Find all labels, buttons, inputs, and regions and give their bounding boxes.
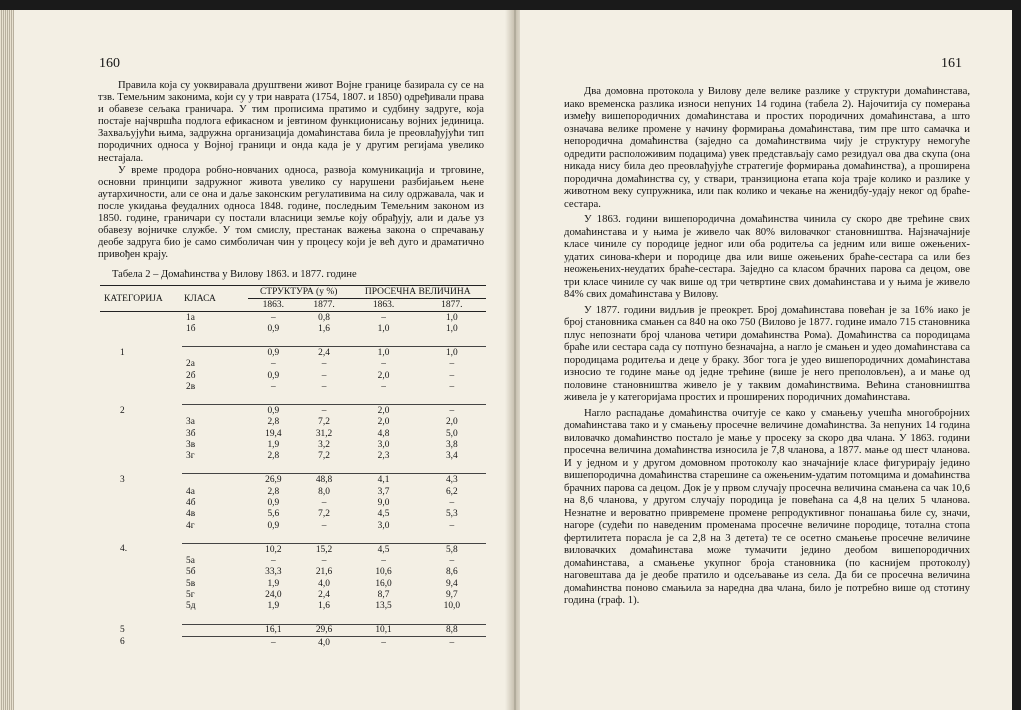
table-cell: – bbox=[381, 555, 386, 566]
table-cell: 2,0 bbox=[377, 417, 390, 428]
table-cell bbox=[299, 612, 350, 624]
table-cell bbox=[349, 462, 417, 474]
table-row bbox=[100, 312, 486, 324]
table-cell: 5г bbox=[186, 590, 195, 601]
table-cell: – bbox=[449, 382, 455, 393]
table-cell: 4,8 bbox=[377, 428, 390, 439]
table-row bbox=[100, 509, 486, 520]
table-row bbox=[100, 428, 486, 439]
table-cell: 4,5 bbox=[349, 543, 417, 555]
table-cell: 6,2 bbox=[445, 486, 458, 497]
table-cell: 3в bbox=[186, 439, 196, 450]
table-row bbox=[100, 323, 486, 334]
table-cell: 16,0 bbox=[375, 578, 392, 589]
table-cell: – bbox=[321, 359, 327, 370]
table-row bbox=[100, 381, 486, 392]
table-cell: 33,3 bbox=[265, 567, 282, 578]
table-cell: 3 bbox=[120, 474, 125, 485]
table-cell bbox=[100, 497, 182, 508]
table-row bbox=[100, 636, 486, 648]
table-cell bbox=[182, 531, 248, 543]
table-row bbox=[100, 531, 486, 543]
table-cell: 31,2 bbox=[315, 428, 333, 439]
table-cell: 3,0 bbox=[377, 439, 390, 450]
table-cell bbox=[100, 462, 182, 474]
table-cell: 1а bbox=[186, 312, 195, 323]
table-cell: 9,4 bbox=[445, 578, 458, 589]
table-cell: – bbox=[321, 370, 327, 381]
page-number-left: 160 bbox=[99, 56, 120, 71]
table-cell: 5,0 bbox=[445, 428, 458, 439]
table-cell: 5,8 bbox=[418, 543, 486, 555]
header-year: 1877. bbox=[441, 300, 463, 310]
table-cell: 6 bbox=[120, 637, 125, 648]
table-cell: 1,0 bbox=[418, 347, 486, 359]
table-cell bbox=[182, 405, 248, 417]
table-cell: – bbox=[449, 520, 455, 531]
table-row bbox=[100, 462, 486, 474]
header-class: КЛАСА bbox=[184, 293, 216, 304]
table-cell: 48,8 bbox=[299, 474, 350, 486]
table-cell: – bbox=[271, 312, 276, 323]
table-cell bbox=[100, 370, 182, 381]
paragraph: У 1863. години вишепородична домаћинства чинила су скоро две трећине свих домаћинстава и у њима је живело чак 80% виловачког становништва. Најзначајније класе чиниле су породице једног или оба родитеља са једним или више ожењених-удатих синова-кћери и породице два или више ожењених браће-сестара са или без неожењених-неудатих браће-сестара. Заједно са класом брачних парова са децом, ове три класе чиниле су чак више од три четвртине свих домаћинстава и у њима је живело 84% свих домаћинстава у Вилову. bbox=[564, 213, 970, 300]
table-row bbox=[100, 486, 486, 497]
table-cell bbox=[100, 439, 182, 450]
table-cell bbox=[100, 555, 182, 566]
table-cell bbox=[100, 323, 182, 334]
table-cell bbox=[418, 612, 486, 624]
table-cell: 16,1 bbox=[248, 624, 299, 636]
table-cell bbox=[299, 393, 350, 405]
header-avg-size: ПРОСЕЧНА ВЕЛИЧИНА bbox=[349, 286, 486, 299]
table-cell bbox=[248, 393, 299, 405]
table-cell: 3,8 bbox=[445, 439, 458, 450]
paragraph: У 1877. години видљив је преокрет. Број домаћинстава повећан је за 16% иако је број становника смањен са 840 на око 750 (Вилово је 1877. године имало 715 становника плус непознати број чланова четири домаћинства Рома). Домаћинства са породицама браће или сестара сада су потпуно безначајна, а нагло је смањен и удео домаћинстава са породицама родитеља и деце у браку. Због тога је удео вишепородичних домаћинстава износио те године мање од једне трећине (више је него преполовљен), а и мање од половине становништва живело је у таквим домаћинствима. Већина становништва живела је у категоријама простих и проширених породичних домаћинстава. bbox=[564, 303, 970, 403]
table-row bbox=[100, 543, 486, 555]
header-structure: СТРУКТУРА (у %) bbox=[248, 286, 349, 299]
right-page bbox=[520, 10, 1012, 710]
table-cell: – bbox=[271, 555, 276, 566]
table-row bbox=[100, 555, 486, 566]
table-cell bbox=[349, 393, 417, 405]
table-cell: 0,9 bbox=[248, 347, 299, 359]
table-cell bbox=[248, 531, 299, 543]
page-edges bbox=[0, 10, 14, 710]
table-cell: 2в bbox=[186, 382, 196, 393]
table-cell: 10,1 bbox=[349, 624, 417, 636]
table-cell bbox=[418, 393, 486, 405]
left-body-text bbox=[98, 80, 484, 261]
table-cell bbox=[100, 335, 182, 347]
table-cell: – bbox=[418, 405, 486, 417]
table-row bbox=[100, 405, 486, 417]
table-cell: – bbox=[321, 382, 327, 393]
table-cell: 5в bbox=[186, 578, 196, 589]
table-cell: 3,7 bbox=[377, 486, 390, 497]
table-cell bbox=[299, 531, 350, 543]
table-cell bbox=[248, 335, 299, 347]
table-cell bbox=[100, 393, 182, 405]
table-cell: 2,0 bbox=[349, 405, 417, 417]
header-year: 1863. bbox=[372, 300, 395, 310]
table-cell bbox=[100, 601, 182, 612]
table-cell: – bbox=[271, 359, 276, 370]
table-cell: 3а bbox=[186, 417, 195, 428]
table-cell bbox=[349, 531, 417, 543]
table-cell: 8,0 bbox=[318, 486, 330, 497]
table-cell bbox=[349, 335, 417, 347]
table-cell: 4а bbox=[186, 486, 195, 497]
table-cell: 1,9 bbox=[267, 578, 280, 589]
table-cell bbox=[100, 417, 182, 428]
table-row bbox=[100, 370, 486, 381]
table-cell: – bbox=[449, 370, 455, 381]
table-cell: – bbox=[381, 312, 386, 323]
table-cell bbox=[100, 312, 182, 324]
table-cell: 10,2 bbox=[248, 543, 299, 555]
table-cell: – bbox=[299, 405, 350, 417]
table-cell: 10,6 bbox=[375, 567, 392, 578]
table-cell: 10,0 bbox=[443, 601, 461, 612]
table-cell: 0,9 bbox=[267, 370, 280, 381]
households-table bbox=[100, 285, 486, 648]
table-cell: 4,3 bbox=[418, 474, 486, 486]
table-cell: 5,6 bbox=[267, 509, 280, 520]
table-cell: 5,3 bbox=[445, 509, 458, 520]
table-cell bbox=[100, 428, 182, 439]
table-cell bbox=[100, 359, 182, 370]
table-cell: 7,2 bbox=[318, 417, 330, 428]
table-cell: 29,6 bbox=[299, 624, 350, 636]
table-cell: 4. bbox=[120, 544, 128, 555]
table-caption: Табела 2 – Домаћинства у Вилову 1863. и 1877. године bbox=[112, 269, 357, 280]
table-row bbox=[100, 335, 486, 347]
table-cell: 9,7 bbox=[445, 590, 458, 601]
table-row bbox=[100, 567, 486, 578]
table-cell bbox=[182, 347, 248, 359]
table-body bbox=[100, 312, 486, 649]
table-cell: 21,6 bbox=[315, 567, 333, 578]
table-cell: 3б bbox=[186, 428, 196, 439]
table-cell: 4г bbox=[186, 520, 195, 531]
table-cell: – bbox=[381, 382, 386, 393]
table-cell: 1,9 bbox=[267, 601, 280, 612]
table-cell: 4в bbox=[186, 509, 196, 520]
paragraph: Правила која су уоквиравала друштвени живот Војне границе базирала су се на тзв. Темељним законима, који су у три наврата (1754, 1807. и 1850) одређивали права и обавезе сељака граничара. У тим прописима пратимо и судбину задруге, која постаје најчвршћа подлога ефикасном и јевтином функционисању војних јединица. Захваљујући њима, задружна организација домаћинстава била је преовлађујући тип породичних односа у Војној граници и онда када је у другим регијама увелико нестајала. bbox=[98, 80, 484, 164]
table-cell: 4,0 bbox=[318, 578, 330, 589]
table-row bbox=[100, 601, 486, 612]
header-year: 1863. bbox=[262, 300, 285, 310]
table-cell: 2,8 bbox=[267, 417, 280, 428]
table-row bbox=[100, 417, 486, 428]
right-body-text bbox=[564, 85, 970, 607]
table-cell: – bbox=[271, 382, 276, 393]
table-cell: 7,2 bbox=[318, 509, 330, 520]
table-cell: – bbox=[321, 520, 327, 531]
table-cell: 4,5 bbox=[377, 509, 390, 520]
table-cell: – bbox=[449, 555, 455, 566]
table-cell: 24,0 bbox=[265, 590, 282, 601]
table-cell: 3,2 bbox=[318, 439, 330, 450]
table-cell: 1,0 bbox=[445, 324, 458, 335]
table-cell: 0,9 bbox=[248, 405, 299, 417]
table-cell bbox=[418, 531, 486, 543]
table-cell: 8,8 bbox=[418, 624, 486, 636]
table-cell: 5д bbox=[186, 601, 196, 612]
table-cell: 2,3 bbox=[377, 451, 390, 462]
table-row bbox=[100, 578, 486, 589]
table-cell: 2б bbox=[186, 370, 196, 381]
table-cell: – bbox=[418, 636, 486, 648]
table-cell: 1,6 bbox=[318, 324, 330, 335]
table-cell: 2а bbox=[186, 359, 195, 370]
table-cell: 5б bbox=[186, 567, 196, 578]
table-row bbox=[100, 347, 486, 359]
table-cell: – bbox=[449, 497, 455, 508]
table-cell: 8,6 bbox=[445, 567, 458, 578]
table-cell: 3г bbox=[186, 451, 195, 462]
table-cell bbox=[418, 335, 486, 347]
table-cell bbox=[100, 486, 182, 497]
table-cell bbox=[182, 393, 248, 405]
table-cell bbox=[182, 543, 248, 555]
table-row bbox=[100, 624, 486, 636]
table-row bbox=[100, 451, 486, 462]
table-cell: 0,9 bbox=[267, 497, 280, 508]
table-cell bbox=[100, 509, 182, 520]
table-cell bbox=[182, 612, 248, 624]
paragraph: Нагло распадање домаћинства очитује се како у смањењу учешћа многобројних домаћинстава тако и у смањењу просечне величине домаћинства. За непуних 14 година виловачко домаћинство постало је мање у просеку за скоро два члана. У 1863. години просечна величина домаћинства износила је 7,8 чланова, а 1877. мање од шест чланова. И у једном и у другом домовном протоколу као значајније класе фигурирају једино вишепородична домаћинства старешине са ожењеним-удатим потомцима и домаћинства брачних парова са децом. Док је у првом случају просечна величина смањена са чак 10,6 на 8,6 чланова, у другом случају породица је повећана са 4,8 на целих 5 чланова. Незнатне и вероватно привремене промене репродуктивног понашања биле су, значи, нагоре (судећи по наведеним променама просечне величине породице, тотална стопа фертилитета порасла је са 2,8 на 3 детета) те се осетно смањење просечне величине виловачких домаћинстава може тумачити једино деобом вишепородичних домаћинстава, а смањење укупног броја становника (по каснијем протоколу) наговештава да је деобе пратило и одсељавање из села. Да би се просечна величина домаћинства поново смањила за наредна два члана, било је потребно више од стотину година (граф. 1). bbox=[564, 406, 970, 606]
header-year: 1877. bbox=[313, 300, 335, 310]
table-cell: 2,4 bbox=[299, 347, 350, 359]
header-category: КАТЕГОРИЈА bbox=[104, 293, 163, 304]
table-cell: 0,9 bbox=[267, 520, 280, 531]
table-row bbox=[100, 474, 486, 486]
paragraph: У време продора робно-новчаних односа, развоја комуникација и трговине, основни принципи задружног живота увелико су нарушени разбијањем њене аутархичности, али се она и даље законским регулативима на силу одржавала, чак и после укидања феудалних односа 1848. године, последњим Темељним законом из 1850. године, граничари су постали власници земље коју обрађују, али и даље уз обавезу војничке службе. У том смислу, престанак важења закона о спречавању деобе задруга био је само симболичан чин у процесу који је већ дуго и драматично привођен крају. bbox=[98, 164, 484, 261]
table-cell bbox=[100, 381, 182, 392]
table-cell: – bbox=[248, 636, 299, 648]
table-cell: – bbox=[349, 636, 417, 648]
table-cell: 2,8 bbox=[267, 486, 280, 497]
left-page bbox=[14, 10, 510, 710]
table-cell: 8,7 bbox=[377, 590, 390, 601]
table-cell: 4,1 bbox=[349, 474, 417, 486]
table-cell bbox=[418, 462, 486, 474]
table-row bbox=[100, 497, 486, 508]
table-cell: 0,8 bbox=[318, 312, 330, 323]
table-cell bbox=[100, 567, 182, 578]
table-cell bbox=[100, 531, 182, 543]
table-row bbox=[100, 612, 486, 624]
table-cell: 13,5 bbox=[375, 601, 392, 612]
table-cell: 2,0 bbox=[377, 370, 390, 381]
table-cell: 4б bbox=[186, 497, 196, 508]
table-row bbox=[100, 359, 486, 370]
table-cell bbox=[100, 451, 182, 462]
table-row bbox=[100, 393, 486, 405]
table-cell: 2,8 bbox=[267, 451, 280, 462]
table-cell: – bbox=[321, 555, 327, 566]
table-cell bbox=[182, 636, 248, 648]
table-cell: 2,4 bbox=[318, 590, 330, 601]
table-cell: 1б bbox=[186, 324, 196, 335]
table-cell: 9,0 bbox=[377, 497, 390, 508]
table-cell: – bbox=[321, 497, 327, 508]
table-cell bbox=[299, 335, 350, 347]
table-cell: 5а bbox=[186, 555, 195, 566]
table-cell: 1,0 bbox=[377, 324, 390, 335]
table-cell bbox=[349, 612, 417, 624]
table-cell: 1,9 bbox=[267, 439, 280, 450]
table-row bbox=[100, 439, 486, 450]
table-cell bbox=[182, 624, 248, 636]
table-cell: 1,0 bbox=[445, 312, 458, 323]
table-cell: 1,6 bbox=[318, 601, 330, 612]
table-row bbox=[100, 520, 486, 531]
table-cell: 7,2 bbox=[318, 451, 330, 462]
table-cell: 5 bbox=[120, 625, 125, 636]
table-cell: – bbox=[449, 359, 455, 370]
table-cell bbox=[100, 589, 182, 600]
table-cell: 3,0 bbox=[377, 520, 390, 531]
table-cell bbox=[100, 578, 182, 589]
table-cell: 2 bbox=[120, 405, 125, 416]
table-cell bbox=[248, 612, 299, 624]
table-cell: 19,4 bbox=[265, 428, 282, 439]
table-cell: 0,9 bbox=[267, 324, 280, 335]
table-cell bbox=[100, 520, 182, 531]
table-cell: – bbox=[381, 359, 386, 370]
table-cell bbox=[248, 462, 299, 474]
table-cell: 26,9 bbox=[248, 474, 299, 486]
paragraph: Два домовна протокола у Вилову деле велике разлике у структури домаћинстава, иако временска разлика износи непуних 14 година (табела 2). Најочитија су померања између вишепородичних домаћинстава и простих породичних домаћинстава, а што означава велике промене у начину формирања домаћинстава, тим пре што самачка и непородична домаћинства (заједно са домаћинствима чију је структуру немогуће одредити расположивим подацима) увек представљају само резидуал ова два скупа (она никада нису била део преовлађујуће стратегије формирања домаћинства), а проширена породична домаћинства су, у ствари, транзициона етапа која траје колико и разлике у животном веку супружника, или пак колико и чекање на женидбу-удају неког од браће-сестара. bbox=[564, 85, 970, 210]
table-cell bbox=[299, 462, 350, 474]
table-cell: 1 bbox=[120, 347, 125, 358]
table-cell: 2,0 bbox=[445, 417, 458, 428]
table-cell bbox=[182, 462, 248, 474]
page-number-right: 161 bbox=[941, 56, 962, 71]
table-cell: 1,0 bbox=[349, 347, 417, 359]
table-cell: 4,0 bbox=[299, 636, 350, 648]
table-cell bbox=[182, 474, 248, 486]
table-cell bbox=[100, 612, 182, 624]
table-cell bbox=[182, 335, 248, 347]
table-cell: 15,2 bbox=[299, 543, 350, 555]
table-row bbox=[100, 589, 486, 600]
table-cell: 3,4 bbox=[445, 451, 458, 462]
